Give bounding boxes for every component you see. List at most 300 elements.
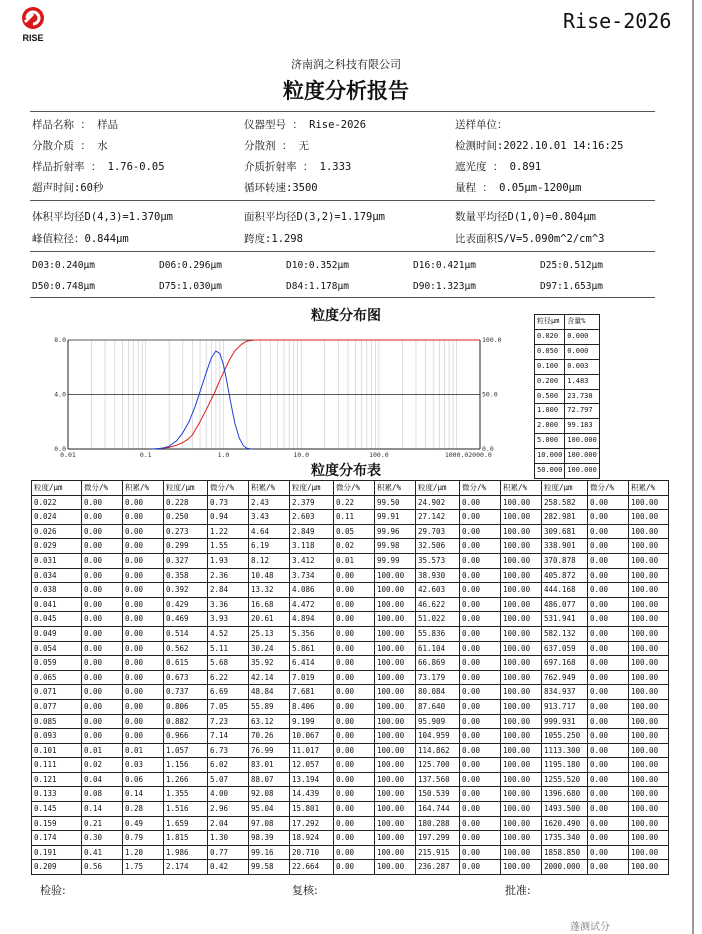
table-cell: 5.11 bbox=[208, 641, 249, 656]
table-cell: 0.200 bbox=[535, 374, 565, 389]
table-row bbox=[32, 685, 669, 700]
d-value: D50:0.748μm bbox=[32, 281, 95, 292]
table-cell: 100.00 bbox=[629, 699, 669, 714]
table-cell: 2.000 bbox=[535, 419, 565, 434]
table-cell: 100.00 bbox=[501, 802, 542, 817]
x-tick-label: 10.0 bbox=[293, 451, 309, 459]
table-cell: 0.00 bbox=[82, 685, 123, 700]
table-cell: 0.06 bbox=[123, 772, 164, 787]
table-cell: 0.00 bbox=[334, 583, 375, 598]
table-cell: 0.00 bbox=[82, 539, 123, 554]
table-cell: 0.00 bbox=[123, 597, 164, 612]
table-cell: 100.00 bbox=[375, 845, 416, 860]
table-cell: 0.059 bbox=[32, 656, 82, 671]
table-cell: 913.717 bbox=[542, 699, 588, 714]
table-cell: 0.038 bbox=[32, 583, 82, 598]
table-cell: 8.406 bbox=[290, 699, 334, 714]
table-row bbox=[32, 787, 669, 802]
table-cell: 0.029 bbox=[32, 539, 82, 554]
table-cell: 100.00 bbox=[375, 714, 416, 729]
table-cell: 0.392 bbox=[164, 583, 208, 598]
table-cell: 100.00 bbox=[629, 656, 669, 671]
table-cell: 88.07 bbox=[249, 772, 290, 787]
table-cell: 100.00 bbox=[629, 802, 669, 817]
table-cell: 99.96 bbox=[375, 524, 416, 539]
table-row bbox=[535, 464, 600, 479]
table-cell: 97.08 bbox=[249, 816, 290, 831]
mini-header: 含量% bbox=[565, 315, 600, 330]
distribution-chart bbox=[40, 328, 510, 460]
table-cell: 42.14 bbox=[249, 670, 290, 685]
table-cell: 0.00 bbox=[460, 568, 501, 583]
table-cell: 0.000 bbox=[565, 329, 600, 344]
table-cell: 100.00 bbox=[501, 641, 542, 656]
table-cell: 99.99 bbox=[375, 553, 416, 568]
table-cell: 370.878 bbox=[542, 553, 588, 568]
table-cell: 0.101 bbox=[32, 743, 82, 758]
table-cell: 100.00 bbox=[501, 568, 542, 583]
table-cell: 0.159 bbox=[32, 816, 82, 831]
column-header: 积累/% bbox=[375, 481, 416, 496]
table-cell: 0.56 bbox=[82, 860, 123, 875]
table-cell: 2.04 bbox=[208, 816, 249, 831]
logo-text: RISE bbox=[22, 33, 44, 43]
table-cell: 38.930 bbox=[416, 568, 460, 583]
table-cell: 3.118 bbox=[290, 539, 334, 554]
table-cell: 0.00 bbox=[460, 626, 501, 641]
table-cell: 100.00 bbox=[375, 743, 416, 758]
logo-mark-icon bbox=[16, 6, 50, 44]
table-cell: 100.00 bbox=[501, 831, 542, 846]
table-cell: 92.08 bbox=[249, 787, 290, 802]
table-cell: 762.949 bbox=[542, 670, 588, 685]
table-cell: 0.003 bbox=[565, 359, 600, 374]
cumulative-summary-table bbox=[534, 314, 600, 479]
table-cell: 99.50 bbox=[375, 495, 416, 510]
table-cell: 30.24 bbox=[249, 641, 290, 656]
table-row bbox=[32, 743, 669, 758]
table-cell: 1.355 bbox=[164, 787, 208, 802]
table-cell: 0.327 bbox=[164, 553, 208, 568]
stat-span: 跨度:1.298 bbox=[244, 233, 303, 245]
table-cell: 0.00 bbox=[334, 743, 375, 758]
table-cell: 0.00 bbox=[588, 510, 629, 525]
table-cell: 0.00 bbox=[334, 816, 375, 831]
table-cell: 100.00 bbox=[501, 758, 542, 773]
table-cell: 4.00 bbox=[208, 787, 249, 802]
report-title: 粒度分析报告 bbox=[283, 79, 409, 103]
table-cell: 0.42 bbox=[208, 860, 249, 875]
table-cell: 150.539 bbox=[416, 787, 460, 802]
x-tick-label: 1000.0 bbox=[444, 451, 469, 459]
table-cell: 2000.000 bbox=[542, 860, 588, 875]
table-cell: 1.93 bbox=[208, 553, 249, 568]
d-value: D75:1.030μm bbox=[159, 281, 222, 292]
table-cell: 100.00 bbox=[375, 656, 416, 671]
table-cell: 0.093 bbox=[32, 729, 82, 744]
table-cell: 0.00 bbox=[123, 583, 164, 598]
x-tick-label: 2000.0 bbox=[468, 451, 492, 459]
table-cell: 100.00 bbox=[375, 699, 416, 714]
table-cell: 0.08 bbox=[82, 787, 123, 802]
table-cell: 531.941 bbox=[542, 612, 588, 627]
table-row bbox=[32, 714, 669, 729]
table-cell: 22.664 bbox=[290, 860, 334, 875]
table-cell: 5.000 bbox=[535, 434, 565, 449]
table-cell: 55.836 bbox=[416, 626, 460, 641]
table-cell: 0.00 bbox=[334, 787, 375, 802]
table-cell: 23.730 bbox=[565, 389, 600, 404]
table-cell: 87.640 bbox=[416, 699, 460, 714]
table-cell: 48.84 bbox=[249, 685, 290, 700]
table-cell: 0.00 bbox=[82, 583, 123, 598]
table-row bbox=[32, 524, 669, 539]
table-cell: 0.00 bbox=[588, 845, 629, 860]
table-cell: 0.00 bbox=[334, 772, 375, 787]
table-cell: 0.00 bbox=[123, 524, 164, 539]
table-cell: 0.299 bbox=[164, 539, 208, 554]
table-cell: 0.28 bbox=[123, 802, 164, 817]
table-cell: 0.02 bbox=[82, 758, 123, 773]
table-cell: 100.00 bbox=[501, 816, 542, 831]
table-cell: 0.30 bbox=[82, 831, 123, 846]
table-cell: 100.000 bbox=[565, 464, 600, 479]
table-cell: 99.16 bbox=[249, 845, 290, 860]
divider bbox=[30, 297, 655, 298]
table-cell: 100.00 bbox=[629, 553, 669, 568]
table-cell: 0.00 bbox=[334, 685, 375, 700]
table-cell: 0.00 bbox=[334, 641, 375, 656]
table-cell: 100.000 bbox=[565, 434, 600, 449]
table-cell: 0.00 bbox=[460, 612, 501, 627]
table-cell: 100.00 bbox=[629, 670, 669, 685]
table-cell: 100.00 bbox=[501, 510, 542, 525]
review-label: 复核: bbox=[292, 884, 318, 897]
table-cell: 0.145 bbox=[32, 802, 82, 817]
stat-d43: 体积平均径D(4,3)=1.370μm bbox=[32, 211, 174, 223]
stat-ssa: 比表面积S/V=5.090m^2/cm^3 bbox=[455, 233, 605, 245]
table-cell: 0.00 bbox=[123, 685, 164, 700]
table-cell: 0.00 bbox=[334, 802, 375, 817]
table-cell: 0.00 bbox=[588, 656, 629, 671]
table-cell: 100.00 bbox=[629, 860, 669, 875]
table-cell: 100.00 bbox=[501, 845, 542, 860]
table-cell: 100.00 bbox=[375, 758, 416, 773]
table-cell: 100.00 bbox=[629, 597, 669, 612]
table-cell: 0.174 bbox=[32, 831, 82, 846]
table-row bbox=[535, 359, 600, 374]
table-cell: 1735.340 bbox=[542, 831, 588, 846]
table-cell: 0.00 bbox=[334, 758, 375, 773]
x-tick-label: 100.0 bbox=[369, 451, 389, 459]
table-cell: 0.00 bbox=[588, 802, 629, 817]
mini-header: 粒径μm bbox=[535, 315, 565, 330]
info-ultrasound: 超声时间:60秒 bbox=[32, 182, 104, 194]
table-cell: 63.12 bbox=[249, 714, 290, 729]
stat-d32: 面积平均径D(3,2)=1.179μm bbox=[244, 211, 386, 223]
table-cell: 100.00 bbox=[375, 772, 416, 787]
table-cell: 50.000 bbox=[535, 464, 565, 479]
table-cell: 0.673 bbox=[164, 670, 208, 685]
table-cell: 100.00 bbox=[629, 626, 669, 641]
table-cell: 100.00 bbox=[629, 685, 669, 700]
table-cell: 444.168 bbox=[542, 583, 588, 598]
table-cell: 0.00 bbox=[123, 495, 164, 510]
table-cell: 100.00 bbox=[629, 568, 669, 583]
company-name: 济南润之科技有限公司 bbox=[291, 58, 401, 71]
d-value: D10:0.352μm bbox=[286, 260, 349, 271]
table-cell: 1055.250 bbox=[542, 729, 588, 744]
table-cell: 0.00 bbox=[123, 510, 164, 525]
table-cell: 0.00 bbox=[460, 802, 501, 817]
table-cell: 0.00 bbox=[82, 553, 123, 568]
table-row bbox=[32, 802, 669, 817]
table-cell: 100.00 bbox=[501, 539, 542, 554]
table-cell: 0.00 bbox=[460, 758, 501, 773]
table-cell: 46.622 bbox=[416, 597, 460, 612]
table-cell: 0.00 bbox=[82, 495, 123, 510]
info-sample-name: 样品名称 ： 样品 bbox=[32, 119, 119, 131]
table-cell: 6.73 bbox=[208, 743, 249, 758]
table-cell: 1.75 bbox=[123, 860, 164, 875]
table-cell: 1396.680 bbox=[542, 787, 588, 802]
table-cell: 0.045 bbox=[32, 612, 82, 627]
table-row bbox=[535, 389, 600, 404]
table-cell: 0.00 bbox=[334, 831, 375, 846]
table-cell: 0.228 bbox=[164, 495, 208, 510]
table-cell: 0.020 bbox=[535, 329, 565, 344]
table-cell: 1.22 bbox=[208, 524, 249, 539]
info-sample-ri: 样品折射率 ： 1.76-0.05 bbox=[32, 161, 165, 173]
table-cell: 100.00 bbox=[501, 772, 542, 787]
table-cell: 100.00 bbox=[629, 831, 669, 846]
table-cell: 100.00 bbox=[501, 553, 542, 568]
table-cell: 100.00 bbox=[501, 729, 542, 744]
table-cell: 61.104 bbox=[416, 641, 460, 656]
table-cell: 100.00 bbox=[501, 699, 542, 714]
table-cell: 1.057 bbox=[164, 743, 208, 758]
column-header: 粒度/μm bbox=[164, 481, 208, 496]
table-cell: 0.00 bbox=[460, 583, 501, 598]
info-instrument: 仪器型号 ： Rise-2026 bbox=[244, 119, 367, 131]
table-row bbox=[32, 656, 669, 671]
table-cell: 100.00 bbox=[629, 845, 669, 860]
table-cell: 0.022 bbox=[32, 495, 82, 510]
table-cell: 486.077 bbox=[542, 597, 588, 612]
table-cell: 338.901 bbox=[542, 539, 588, 554]
table-cell: 15.801 bbox=[290, 802, 334, 817]
table-cell: 0.04 bbox=[82, 772, 123, 787]
table-cell: 0.00 bbox=[460, 539, 501, 554]
table-cell: 100.00 bbox=[629, 787, 669, 802]
table-cell: 17.292 bbox=[290, 816, 334, 831]
table-cell: 0.429 bbox=[164, 597, 208, 612]
d-value: D97:1.653μm bbox=[540, 281, 603, 292]
table-cell: 0.00 bbox=[82, 670, 123, 685]
table-cell: 13.32 bbox=[249, 583, 290, 598]
table-row bbox=[535, 404, 600, 419]
table-cell: 0.00 bbox=[460, 816, 501, 831]
table-cell: 0.085 bbox=[32, 714, 82, 729]
table-row bbox=[535, 374, 600, 389]
table-cell: 99.98 bbox=[375, 539, 416, 554]
table-row bbox=[32, 568, 669, 583]
table-cell: 0.00 bbox=[588, 553, 629, 568]
table-cell: 100.00 bbox=[501, 656, 542, 671]
table-cell: 0.00 bbox=[460, 772, 501, 787]
table-cell: 100.00 bbox=[501, 860, 542, 875]
table-cell: 6.19 bbox=[249, 539, 290, 554]
table-cell: 0.01 bbox=[123, 743, 164, 758]
table-cell: 0.00 bbox=[460, 787, 501, 802]
table-cell: 100.00 bbox=[501, 685, 542, 700]
table-cell: 0.00 bbox=[588, 816, 629, 831]
column-header: 微分/% bbox=[460, 481, 501, 496]
table-cell: 137.560 bbox=[416, 772, 460, 787]
table-cell: 66.869 bbox=[416, 656, 460, 671]
table-cell: 100.00 bbox=[629, 729, 669, 744]
table-cell: 100.000 bbox=[565, 449, 600, 464]
table-cell: 405.872 bbox=[542, 568, 588, 583]
table-cell: 0.00 bbox=[460, 656, 501, 671]
column-header: 粒度/μm bbox=[290, 481, 334, 496]
table-cell: 6.69 bbox=[208, 685, 249, 700]
chart-title: 粒度分布图 bbox=[311, 308, 381, 324]
table-row bbox=[535, 449, 600, 464]
table-cell: 0.00 bbox=[334, 656, 375, 671]
table-cell: 0.00 bbox=[460, 524, 501, 539]
table-cell: 3.412 bbox=[290, 553, 334, 568]
table-cell: 1.815 bbox=[164, 831, 208, 846]
table-cell: 20.61 bbox=[249, 612, 290, 627]
table-row bbox=[32, 510, 669, 525]
table-cell: 0.031 bbox=[32, 553, 82, 568]
table-cell: 0.00 bbox=[588, 583, 629, 598]
table-cell: 0.00 bbox=[460, 729, 501, 744]
table-row bbox=[32, 729, 669, 744]
table-cell: 6.22 bbox=[208, 670, 249, 685]
stat-d10: 数量平均径D(1,0)=0.804μm bbox=[455, 211, 597, 223]
column-header: 微分/% bbox=[334, 481, 375, 496]
table-row bbox=[32, 495, 669, 510]
table-cell: 95.909 bbox=[416, 714, 460, 729]
table-cell: 100.00 bbox=[629, 612, 669, 627]
table-cell: 2.84 bbox=[208, 583, 249, 598]
d-value: D03:0.240μm bbox=[32, 260, 95, 271]
company-logo bbox=[16, 6, 50, 44]
table-cell: 0.00 bbox=[123, 539, 164, 554]
table-cell: 104.959 bbox=[416, 729, 460, 744]
table-cell: 0.00 bbox=[588, 685, 629, 700]
table-cell: 1195.180 bbox=[542, 758, 588, 773]
table-cell: 0.00 bbox=[588, 772, 629, 787]
table-row bbox=[32, 816, 669, 831]
table-cell: 0.00 bbox=[82, 641, 123, 656]
table-cell: 0.00 bbox=[334, 729, 375, 744]
table-cell: 0.21 bbox=[82, 816, 123, 831]
approve-label: 批准: bbox=[505, 884, 531, 897]
table-cell: 0.02 bbox=[334, 539, 375, 554]
table-cell: 0.00 bbox=[588, 758, 629, 773]
table-cell: 0.00 bbox=[588, 714, 629, 729]
table-cell: 5.861 bbox=[290, 641, 334, 656]
table-cell: 100.00 bbox=[629, 714, 669, 729]
info-medium-ri: 介质折射率 ： 1.333 bbox=[244, 161, 352, 173]
table-cell: 0.000 bbox=[565, 344, 600, 359]
table-cell: 0.00 bbox=[123, 699, 164, 714]
table-cell: 0.00 bbox=[123, 656, 164, 671]
table-cell: 0.050 bbox=[535, 344, 565, 359]
y-left-tick-label: 8.0 bbox=[54, 336, 66, 344]
table-cell: 99.91 bbox=[375, 510, 416, 525]
table-cell: 25.13 bbox=[249, 626, 290, 641]
table-row bbox=[32, 583, 669, 598]
table-cell: 100.00 bbox=[375, 597, 416, 612]
table-cell: 2.379 bbox=[290, 495, 334, 510]
table-cell: 95.04 bbox=[249, 802, 290, 817]
table-cell: 0.00 bbox=[460, 510, 501, 525]
table-row bbox=[535, 344, 600, 359]
table-cell: 0.00 bbox=[588, 831, 629, 846]
table-cell: 258.582 bbox=[542, 495, 588, 510]
table-cell: 0.00 bbox=[460, 553, 501, 568]
table-cell: 215.915 bbox=[416, 845, 460, 860]
table-cell: 0.00 bbox=[123, 641, 164, 656]
column-header: 粒度/μm bbox=[542, 481, 588, 496]
table-cell: 0.00 bbox=[460, 597, 501, 612]
table-cell: 99.58 bbox=[249, 860, 290, 875]
table-cell: 100.00 bbox=[629, 583, 669, 598]
table-cell: 0.065 bbox=[32, 670, 82, 685]
info-medium: 分散介质 ： 水 bbox=[32, 140, 108, 152]
table-cell: 1.659 bbox=[164, 816, 208, 831]
table-cell: 236.287 bbox=[416, 860, 460, 875]
table-row bbox=[32, 699, 669, 714]
x-tick-label: 0.01 bbox=[60, 451, 76, 459]
table-row bbox=[535, 329, 600, 344]
d-value: D06:0.296μm bbox=[159, 260, 222, 271]
table-cell: 1.156 bbox=[164, 758, 208, 773]
table-cell: 0.00 bbox=[460, 641, 501, 656]
x-tick-label: 0.1 bbox=[139, 451, 152, 459]
table-row bbox=[32, 539, 669, 554]
info-dispersant: 分散剂 ： 无 bbox=[244, 140, 310, 152]
table-cell: 0.05 bbox=[334, 524, 375, 539]
table-cell: 1113.300 bbox=[542, 743, 588, 758]
table-cell: 164.744 bbox=[416, 802, 460, 817]
table-cell: 100.00 bbox=[375, 860, 416, 875]
table-cell: 0.00 bbox=[588, 568, 629, 583]
table-cell: 2.96 bbox=[208, 802, 249, 817]
column-header: 粒度/μm bbox=[32, 481, 82, 496]
table-cell: 80.084 bbox=[416, 685, 460, 700]
table-cell: 0.133 bbox=[32, 787, 82, 802]
table-cell: 100.00 bbox=[629, 816, 669, 831]
table-cell: 10.067 bbox=[290, 729, 334, 744]
table-cell: 0.00 bbox=[588, 743, 629, 758]
table-cell: 0.00 bbox=[123, 729, 164, 744]
d-value: D90:1.323μm bbox=[413, 281, 476, 292]
column-header: 积累/% bbox=[501, 481, 542, 496]
table-cell: 16.68 bbox=[249, 597, 290, 612]
divider bbox=[30, 111, 655, 112]
table-cell: 0.00 bbox=[588, 641, 629, 656]
divider bbox=[30, 200, 655, 201]
table-cell: 100.00 bbox=[375, 670, 416, 685]
table-cell: 100.00 bbox=[629, 510, 669, 525]
table-cell: 0.00 bbox=[588, 612, 629, 627]
column-header: 微分/% bbox=[588, 481, 629, 496]
